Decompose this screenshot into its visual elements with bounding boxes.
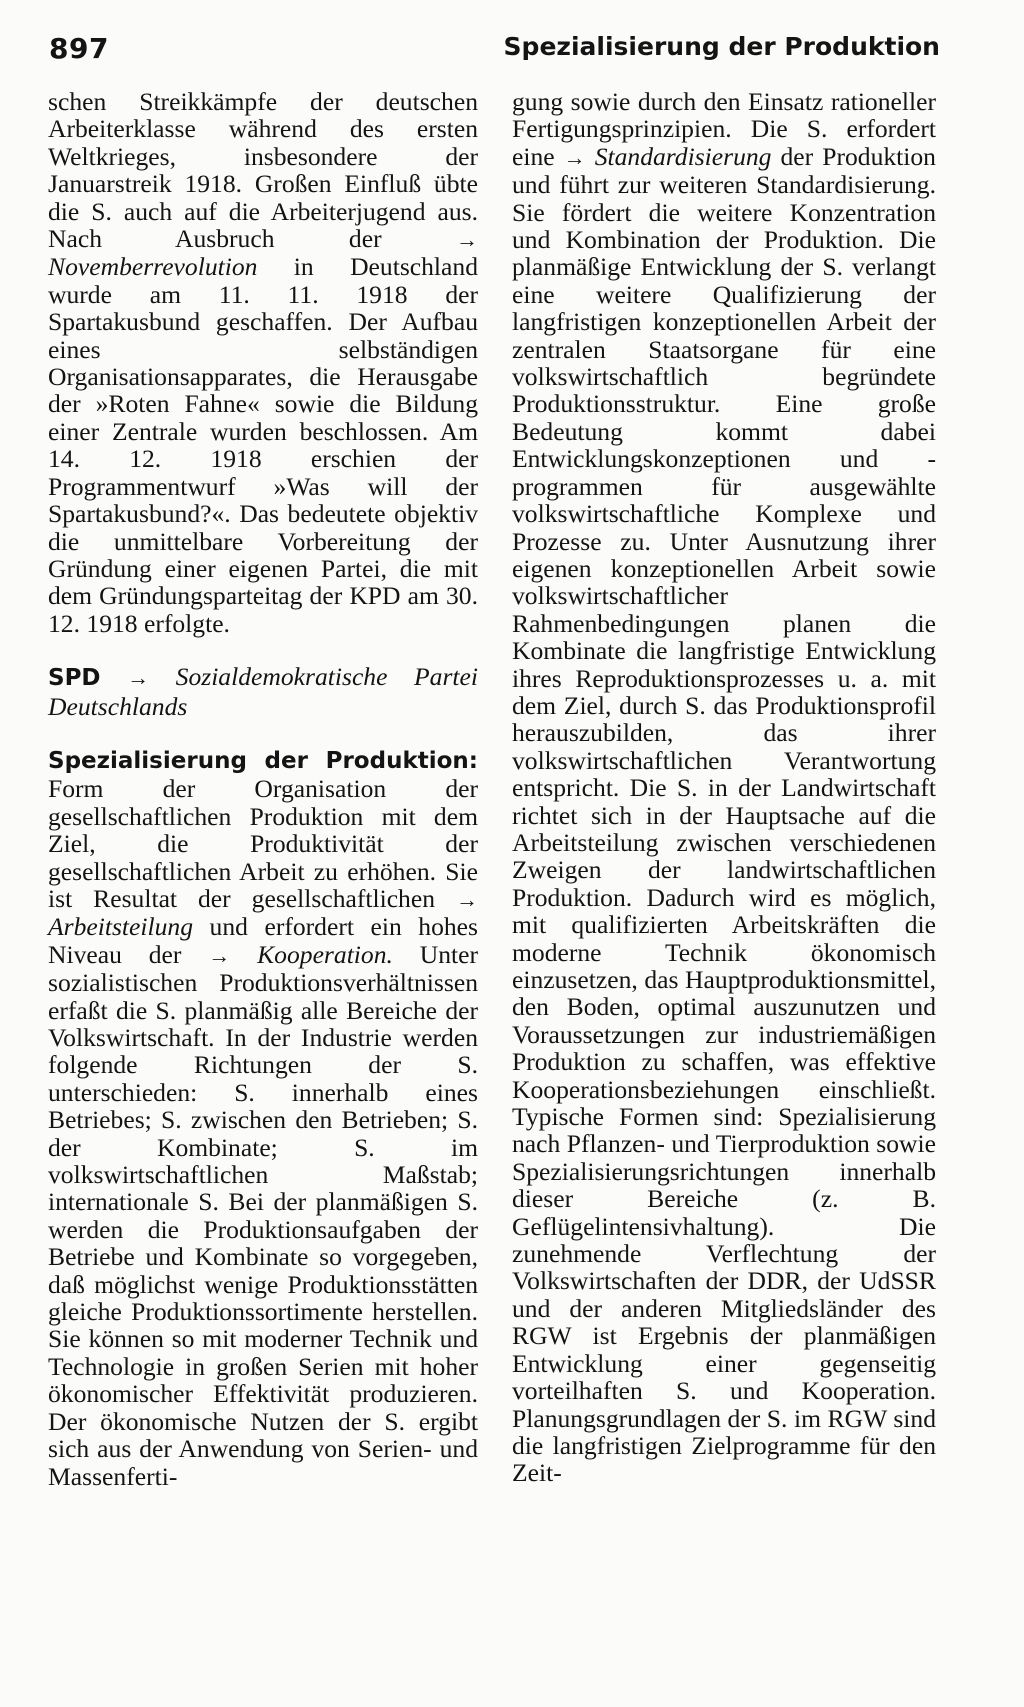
cross-reference-link[interactable]: Kooperation. xyxy=(257,939,393,969)
cross-reference-link[interactable]: Arbeitsteilung xyxy=(48,912,194,942)
entry-text: Form der Organisation der gesellschaftlichen Produktion mit dem Ziel, die Produktivität der gesellschaftlichen Arbeit zu erhöhen. Sie ist Resultat der gesellschaftlichen xyxy=(48,774,478,913)
running-title: Spezialisierung der Produktion xyxy=(503,32,940,61)
cross-reference-arrow-icon: → xyxy=(456,227,478,253)
page-number: 897 xyxy=(49,32,109,65)
entry-text: gung sowie durch den Einsatz rationeller Fertigungsprinzipien. Die S. erfordert eine xyxy=(512,87,936,171)
left-column xyxy=(48,88,478,1490)
entry-text: Unter sozialistischen Produktionsverhältnissen erfaßt die S. planmäßig alle Bereiche der Volkswirtschaft. In der Industrie werden folgende Richtungen der S. unterschieden: S. innerhalb eines Betriebes; S. zwischen den Betrieben; S. der Kombinate; S. im volkswirtschaftlichen Maßstab; internationale S. Bei der planmäßigen S. werden die Produktionsaufgaben der Betriebe und Kombinate so vorgegeben, daß möglichst wenige Produktionsstätten gleiche Produktionssortimente herstellen. Sie können so mit moderner Technik und Technologie in großen Serien mit hoher ökonomischer Effektivität produzieren. Der ökonomische Nutzen der S. ergibt sich aus der Anwendung von Serien- und Massenferti- xyxy=(48,939,479,1491)
cross-reference-link[interactable]: Sozialdemokratische Partei Deutschlands xyxy=(48,662,478,721)
spezialisierung-entry xyxy=(48,746,478,1490)
entry-keyword: Spezialisierung der Produktion: xyxy=(48,747,478,774)
cross-reference-link[interactable]: Standardisierung xyxy=(594,141,772,171)
cross-reference-link[interactable]: Novemberrevolution xyxy=(48,252,258,282)
cross-reference-arrow-icon: → xyxy=(563,144,586,170)
spd-entry xyxy=(48,663,478,720)
cross-reference-arrow-icon: → xyxy=(127,665,150,691)
continuation-text: in Deutschland wurde am 11. 11. 1918 der Spartakusbund geschaffen. Der Aufbau eines selbständigen Organisationsapparates, die Herausgabe der »Roten Fahne« sowie die Bildung einer Zentrale wurden beschlossen. Am 14. 12. 1918 erschien der Programmentwurf »Was will der Spartakusbund?«. Das bedeutete objektiv die unmittelbare Vorbereitung der Gründung einer eigenen Partei, die mit dem Gründungsparteitag der KPD am 30. 12. 1918 erfolgte. xyxy=(48,252,478,638)
cross-reference-arrow-icon: → xyxy=(208,942,231,968)
entry-keyword: SPD xyxy=(48,665,101,692)
spartakus-continuation xyxy=(48,88,478,637)
right-column xyxy=(512,88,936,1487)
spezialisierung-continuation xyxy=(512,88,936,1487)
cross-reference-arrow-icon: → xyxy=(456,886,478,912)
continuation-text: schen Streikkämpfe der deutschen Arbeiterklasse während des ersten Weltkrieges, insbesondere der Januarstreik 1918. Großen Einfluß übte die S. auch auf die Arbeiterjugend aus. Nach Ausbruch der xyxy=(48,87,478,254)
entry-text: der Produktion und führt zur weiteren Standardisierung. Sie fördert die weitere Konzentration und Kombination der Produktion. Die planmäßige Entwicklung der S. verlangt eine weitere Qualifizierung der langfristigen konzeptionellen Arbeit der zentralen Staatsorgane für eine volkswirtschaftlich begründete Produktionsstruktur. Eine große Bedeutung kommt dabei Entwicklungskonzeptionen und -programmen für ausgewählte volkswirtschaftliche Komplexe und Prozesse zu. Unter Ausnutzung ihrer eigenen konzeptionellen Arbeit sowie volkswirtschaftlicher Rahmenbedingungen planen die Kombinate die langfristige Entwicklung ihres Reproduktionsprozesses u. a. mit dem Ziel, durch S. das Produktionsprofil herauszubilden, das ihrer volkswirtschaftlichen Verantwortung entspricht. Die S. in der Landwirtschaft richtet sich in der Hauptsache auf die Arbeitsteilung zwischen verschiedenen Zweigen der landwirtschaftlichen Produktion. Dadurch wird es möglich, mit qualifizierten Arbeitskräften die moderne Technik ökonomisch einzusetzen, das Hauptproduktionsmittel, den Boden, optimal auszunutzen und Voraussetzungen zur industriemäßigen Produktion zu schaffen, was effektive Kooperationsbeziehungen einschließt. Typische Formen sind: Spezialisierung nach Pflanzen- und Tierproduktion sowie Spezialisierungsrichtungen innerhalb dieser Bereiche (z. B. Geflügelintensivhaltung). Die zunehmende Verflechtung der Volkswirtschaften der DDR, der UdSSR und der anderen Mitgliedsländer des RGW ist Ergebnis der planmäßigen Entwicklung einer gegenseitig vorteilhaften S. und Kooperation. Planungsgrundlagen der S. im RGW sind die langfristigen Zielprogramme für den Zeit- xyxy=(512,141,936,1488)
entry-text: und erfordert ein hohes Niveau der xyxy=(48,912,478,969)
